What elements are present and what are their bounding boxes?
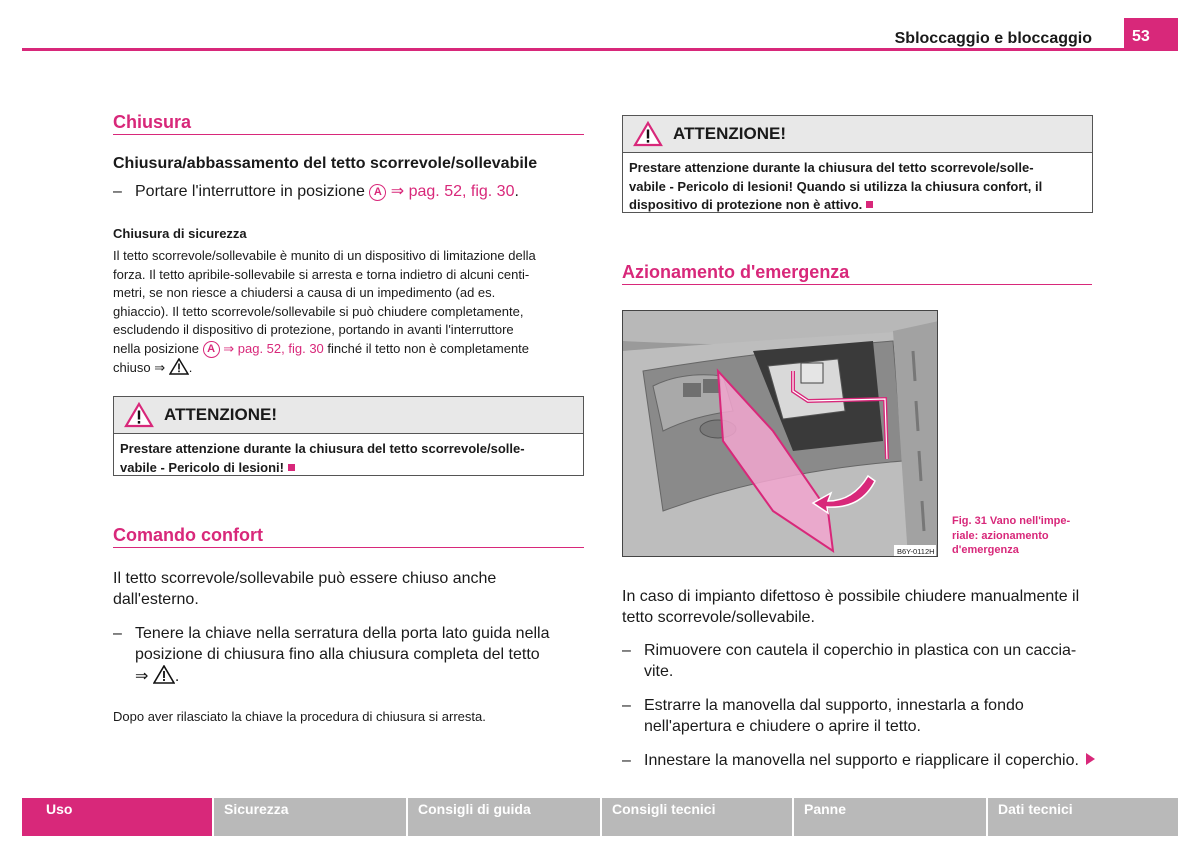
text-line: dall'esterno. [113, 591, 199, 608]
warning-header [114, 397, 583, 434]
text-fragment: nella posizione [113, 340, 200, 356]
running-header-title: Sbloccaggio e bloccaggio [894, 30, 1092, 47]
text-line: Rimuovere con cautela il coperchio in plastica con un caccia- [644, 642, 1077, 659]
dash-bullet: – [622, 752, 631, 769]
text-line: vite. [644, 663, 674, 680]
footer-tab-panne[interactable]: Panne [794, 798, 986, 836]
page-number: 53 [1124, 18, 1178, 50]
text-fragment: vabile - Pericolo di lesioni! [120, 459, 284, 475]
text-line [629, 196, 1086, 215]
text-fragment: dispositivo di protezione non è attivo. [629, 197, 863, 212]
dash-bullet: – [622, 642, 631, 659]
figure-31-illustration [622, 310, 938, 557]
figure-caption [952, 514, 1102, 558]
safety-heading: Chiusura di sicurezza [113, 226, 247, 241]
step-item [113, 181, 593, 202]
warning-body [114, 434, 583, 483]
step-item [622, 750, 1112, 771]
paragraph [113, 568, 593, 610]
text-fragment: ⇒ [135, 668, 149, 685]
section-rule [622, 284, 1092, 285]
text-fragment: chiuso ⇒ [113, 360, 166, 375]
text-line: In caso di impianto difettoso è possibile chiudere manualmente il [622, 588, 1080, 605]
header-rule [22, 48, 1178, 51]
page-reference-link[interactable]: ⇒ pag. 52, fig. 30 [223, 340, 324, 356]
step-item [113, 623, 593, 687]
warning-triangle-icon [153, 665, 175, 684]
step-text: Portare l'interruttore in posizione [135, 183, 365, 200]
position-a-icon: A [369, 184, 386, 201]
text-line: tetto scorrevole/sollevabile. [622, 609, 815, 626]
end-marker-icon [288, 464, 295, 471]
text-line: Tenere la chiave nella serratura della porta lato guida nella [135, 625, 550, 642]
text-line: forza. Il tetto apribile-sollevabile si arresta e torna indietro di alcuni centi- [113, 266, 530, 282]
section-rule [113, 547, 584, 548]
position-a-icon: A [203, 341, 220, 358]
text-line [113, 358, 593, 378]
paragraph [622, 586, 1102, 628]
warning-box [113, 396, 584, 476]
warning-body [623, 153, 1092, 221]
text-line: riale: azionamento [952, 529, 1049, 542]
roof-console-drawing [623, 311, 938, 557]
continue-arrow-icon[interactable] [1085, 752, 1096, 766]
warning-triangle-icon [169, 358, 189, 375]
step-item [622, 640, 1102, 682]
text-line: Il tetto scorrevole/sollevabile può essere chiuso anche [113, 570, 497, 587]
footer-tab-dati-tecnici[interactable]: Dati tecnici [988, 798, 1178, 836]
text-line [120, 459, 577, 478]
note-text: Dopo aver rilasciato la chiave la procedura di chiusura si arresta. [113, 709, 486, 724]
text-line: metri, se non riesce a chiudersi a causa di un impedimento (ad es. [113, 285, 496, 300]
text-line: Prestare attenzione durante la chiusura del tetto scorrevole/solle- [629, 160, 1034, 175]
footer-tab-sicurezza[interactable]: Sicurezza [214, 798, 406, 836]
text-line: posizione di chiusura fino alla chiusura completa del tetto [135, 646, 540, 663]
step-end: . [514, 183, 519, 200]
text-fragment: . [174, 668, 180, 685]
text-line: d'emergenza [952, 544, 1019, 556]
warning-box [622, 115, 1093, 213]
text-line: Prestare attenzione durante la chiusura del tetto scorrevole/solle- [120, 441, 525, 456]
footer-tab-consigli-di-guida[interactable]: Consigli di guida [408, 798, 600, 836]
text-fragment: finché il tetto non è completamente [327, 340, 530, 356]
page-reference-link[interactable]: ⇒ pag. 52, fig. 30 [390, 183, 515, 200]
footer-tab-uso[interactable]: Uso [22, 798, 212, 836]
section-title-comando-confort: Comando confort [113, 525, 263, 545]
dash-bullet: – [113, 183, 122, 200]
text-line: nell'apertura e chiudere o aprire il tetto. [644, 718, 921, 735]
section-title-chiusura: Chiusura [113, 112, 192, 132]
text-line: Fig. 31 Vano nell'impe- [952, 515, 1071, 527]
text-line [135, 665, 549, 687]
subsection-title: Chiusura/abbassamento del tetto scorrevole/sollevabile [113, 155, 538, 172]
safety-paragraph [113, 247, 593, 378]
footer-tab-consigli-tecnici[interactable]: Consigli tecnici [602, 798, 792, 836]
text-line: escludendo il dispositivo di protezione, portando in avanti l'interruttore [113, 322, 514, 337]
warning-triangle-icon [633, 121, 663, 147]
text-line [113, 340, 593, 359]
dash-bullet: – [622, 697, 631, 714]
step-item [622, 695, 1102, 737]
dash-bullet: – [113, 625, 122, 642]
text-line: Estrarre la manovella dal supporto, innestarla a fondo [644, 697, 1024, 714]
warning-title: ATTENZIONE! [164, 405, 278, 424]
text-line: ghiaccio). Il tetto scorrevole/sollevabile si può chiudere completamente, [113, 303, 524, 319]
warning-header [623, 116, 1092, 153]
text-line: vabile - Pericolo di lesioni! Quando si utilizza la chiusura confort, il [629, 178, 1043, 194]
warning-title: ATTENZIONE! [673, 124, 787, 143]
warning-triangle-icon [124, 402, 154, 428]
section-rule [113, 134, 584, 135]
text-fragment: . [188, 360, 193, 375]
end-marker-icon [866, 201, 873, 208]
figure-code: B6Y-0112H [897, 547, 935, 556]
text-line: Innestare la manovella nel supporto e riapplicare il coperchio. [644, 752, 1079, 769]
section-title-azionamento-emergenza: Azionamento d'emergenza [622, 262, 850, 282]
text-line: Il tetto scorrevole/sollevabile è munito di un dispositivo di limitazione della [113, 248, 536, 263]
